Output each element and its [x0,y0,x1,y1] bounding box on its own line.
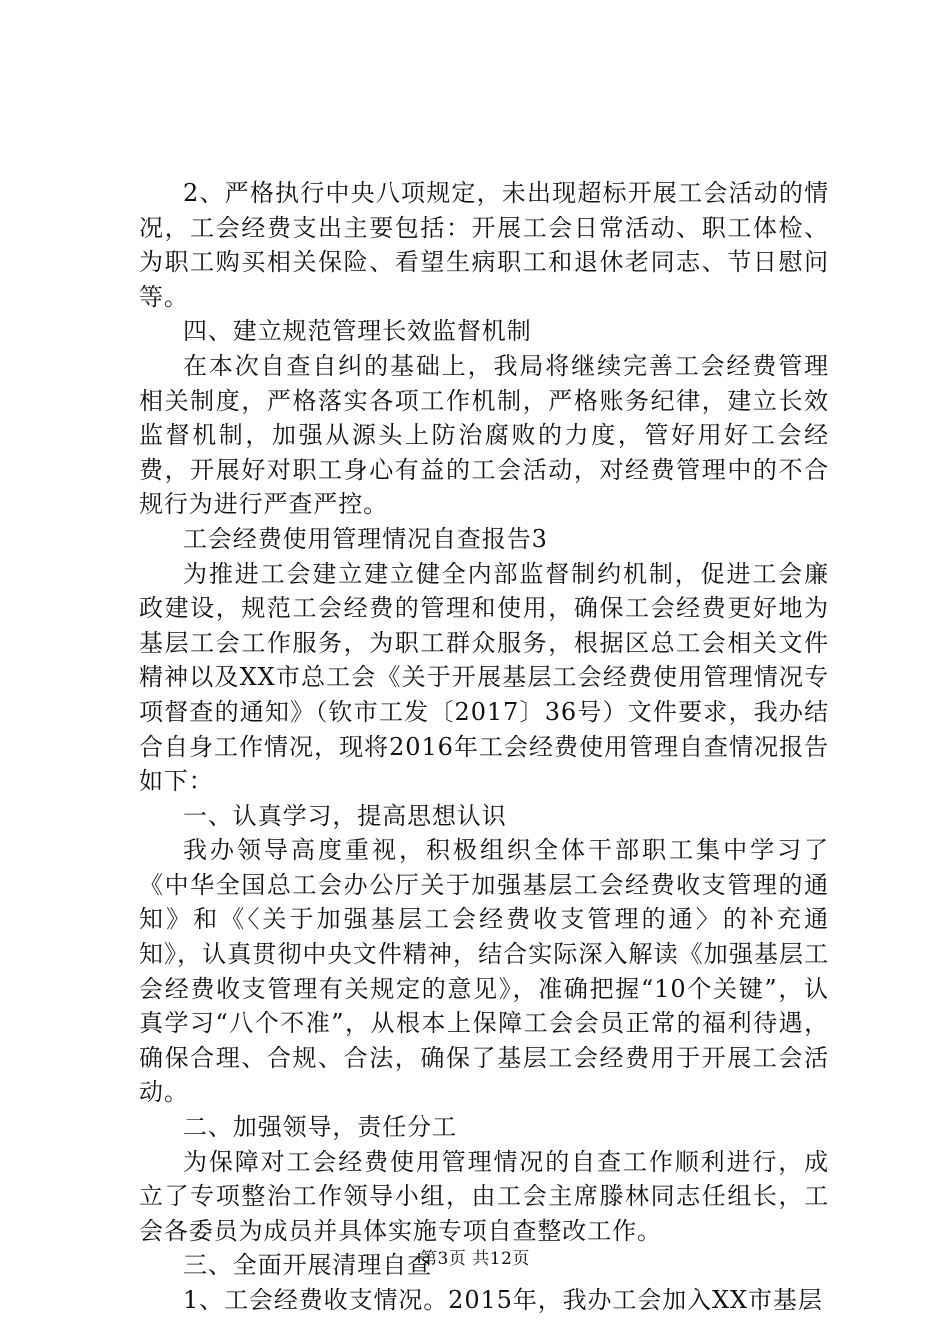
section-heading-4: 四、建立规范管理长效监督机制 [183,317,532,346]
section-heading-3: 三、全面开展清理自查 [183,1251,432,1280]
paragraph-report-intro: 为推进工会建立建立健全内部监督制约机制，促进工会廉政建设，规范工会经费的管理和使用，确保工会经费更好地为基层工会工作服务，为职工群众服务，根据区总工会相关文件精神以及XX市总工会《关于开展基层工会经费使用管理情况专项督查的通知》（钦市工发〔2017〕36号）文件要求，我办结合自身工作情况，现将2016年工会经费使用管理自查情况报告如下： [139,559,829,796]
page-number-label: 第3页 共12页 [420,1249,530,1269]
paragraph-leadership: 为保障对工会经费使用管理情况的自查工作顺利进行，成立了专项整治工作领导小组，由工会主席滕林同志任组长，工会各委员为成员并具体实施专项自查整改工作。 [139,1147,829,1245]
paragraph-study: 我办领导高度重视，积极组织全体干部职工集中学习了《中华全国总工会办公厅关于加强基层工会经费收支管理的通知》和《〈关于加强基层工会经费收支管理的通〉的补充通知》，认真贯彻中央文件精神，结合实际深入解读《加强基层工会经费收支管理有关规定的意见》，准确把握“10个关键”，认真学习“八个不准”，从根本上保障工会会员正常的福利待遇，确保合理、合规、合法，确保了基层工会经费用于开展工会活动。 [139,836,829,1107]
page-footer [0,1244,950,1269]
section-heading-2: 二、加强领导，责任分工 [183,1113,457,1142]
document-body [139,176,829,1318]
paragraph-supervision: 在本次自查自纠的基础上，我局将继续完善工会经费管理相关制度，严格落实各项工作机制，严格账务纪律，建立长效监督机制，加强从源头上防治腐败的力度，管好用好工会经费，开展好对职工身心有益的工会活动，对经费管理中的不合规行为进行严查严控。 [139,351,829,519]
paragraph-item-2: 2、严格执行中央八项规定，未出现超标开展工会活动的情况，工会经费支出主要包括：开展工会日常活动、职工体检、为职工购买相关保险、看望生病职工和退休老同志、节日慰问等。 [139,179,829,311]
report-title-3: 工会经费使用管理情况自查报告3 [183,524,548,553]
paragraph-income-expense: 1、工会经费收支情况。2015年，我办工会加入XX市基层 [183,1286,823,1314]
section-heading-1: 一、认真学习，提高思想认识 [183,801,507,830]
